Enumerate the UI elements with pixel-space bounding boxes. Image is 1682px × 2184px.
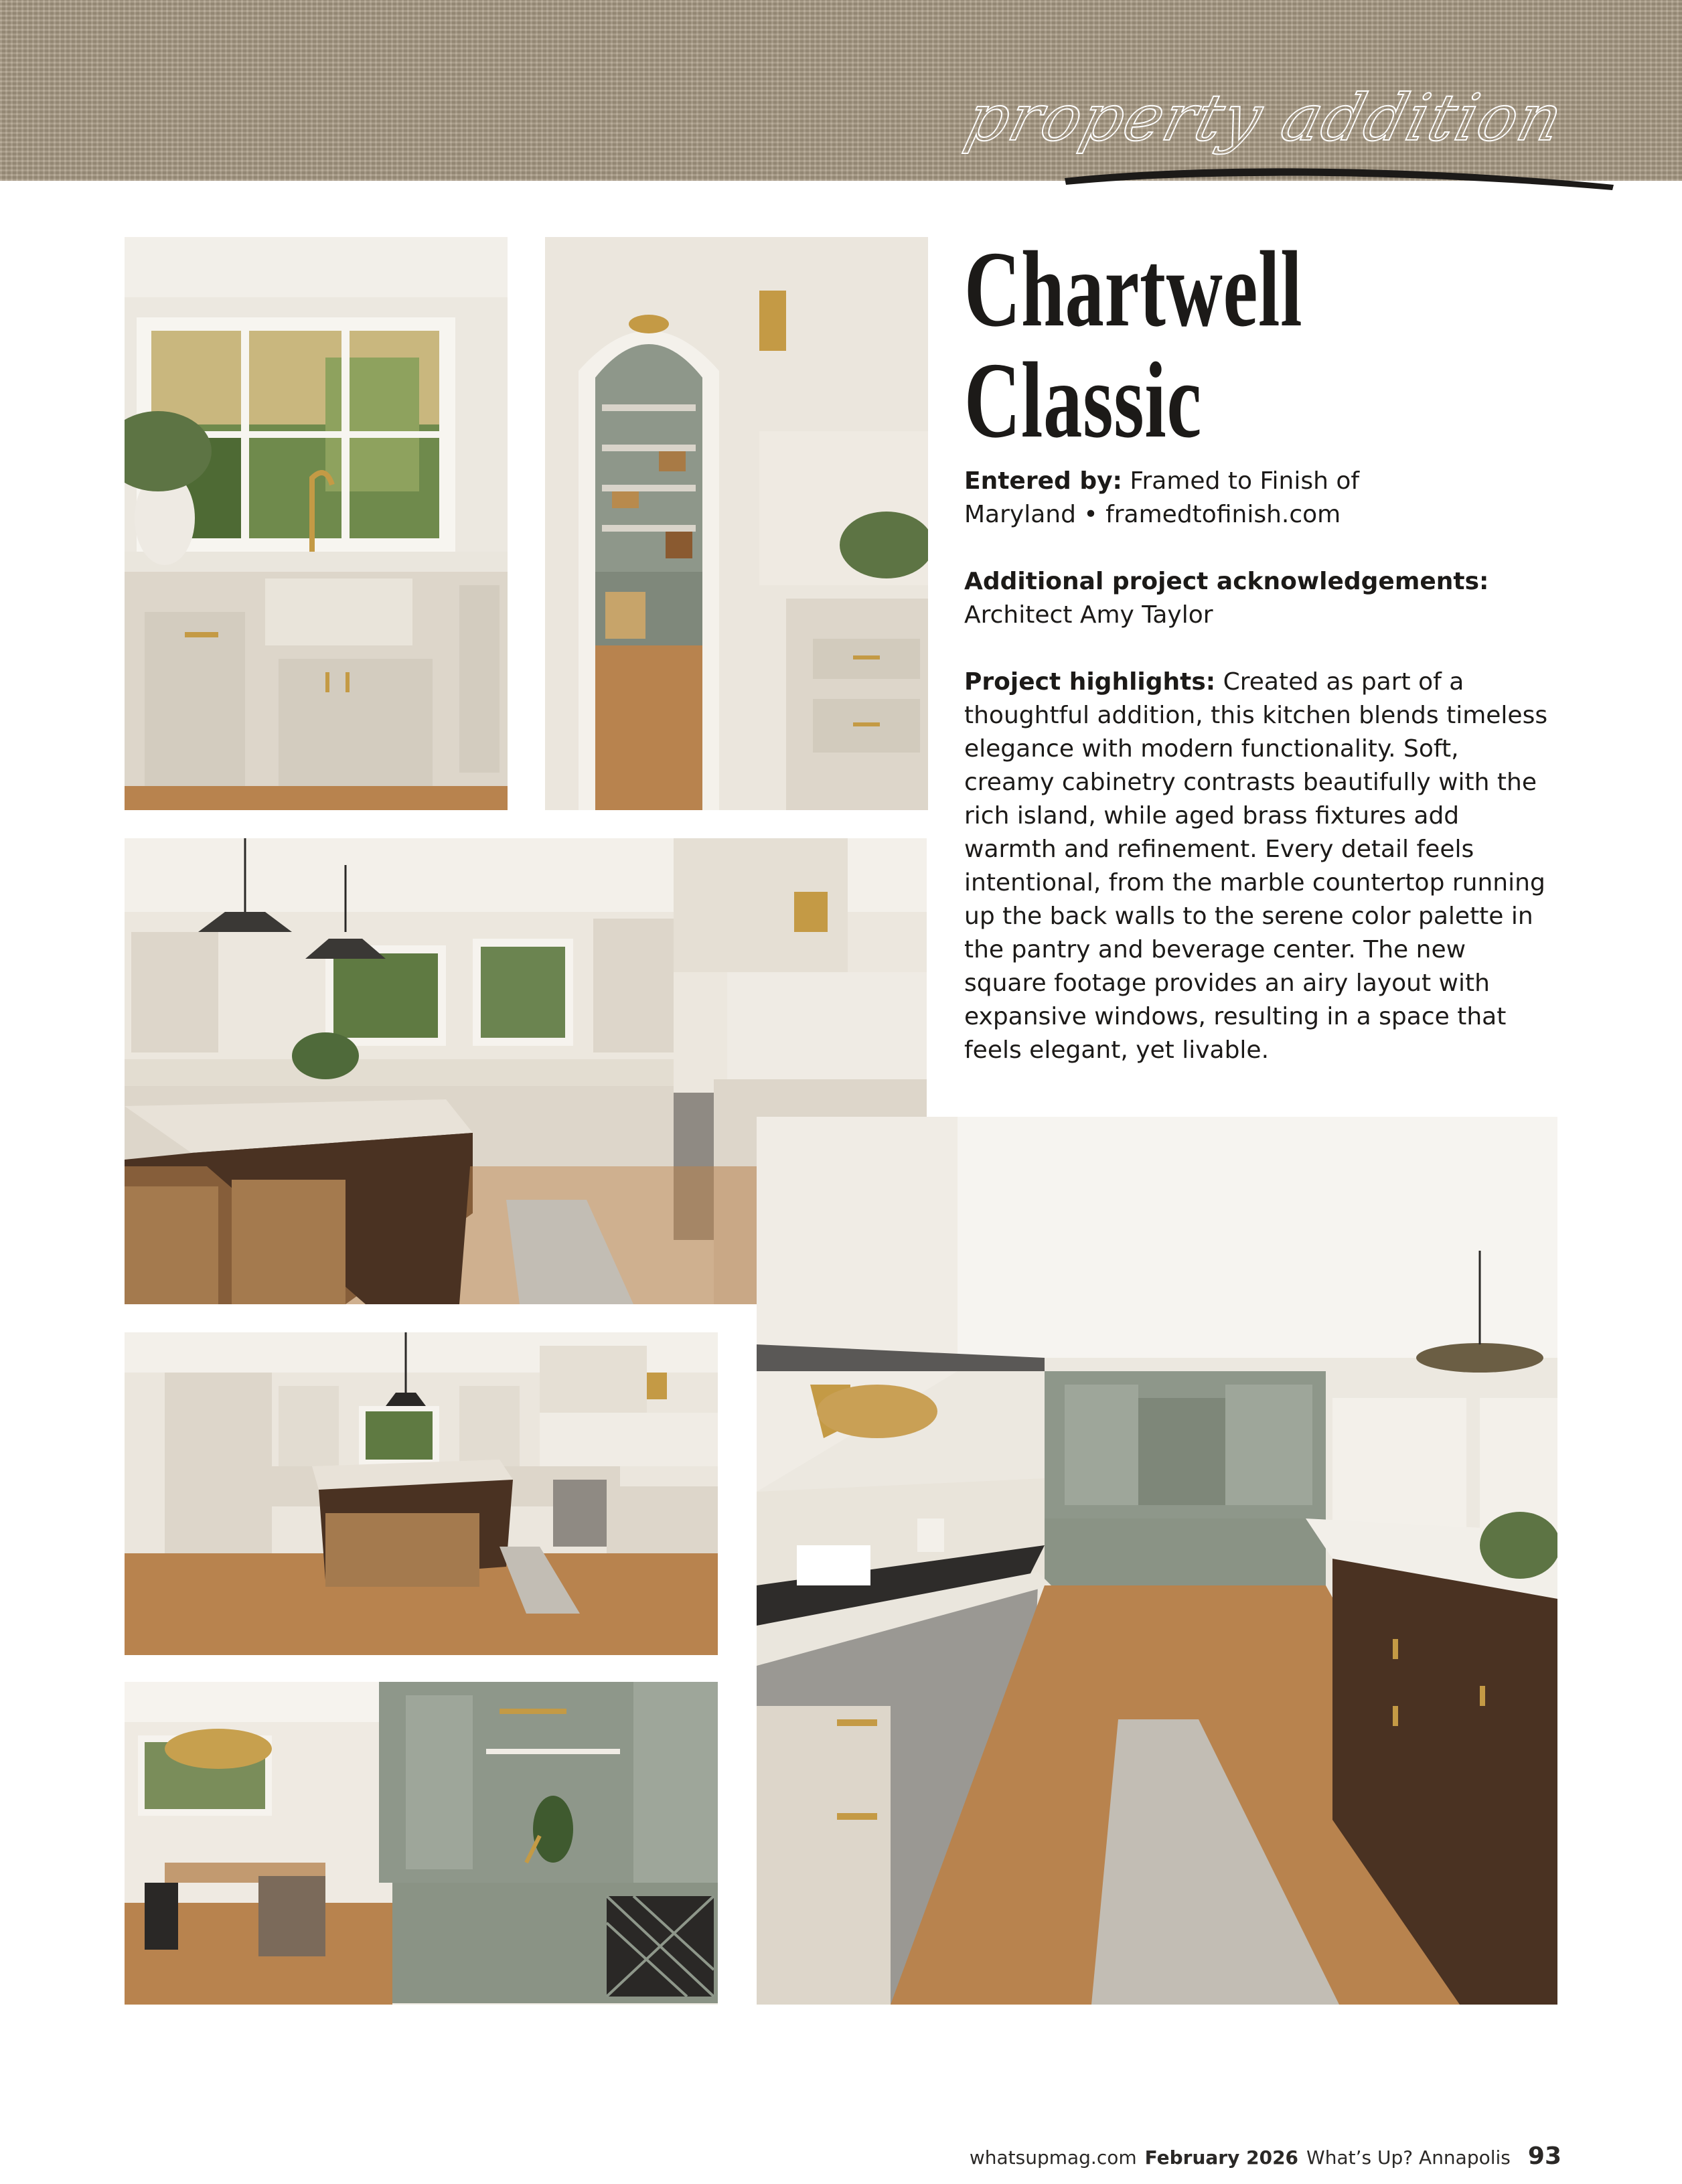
footer-publication: What’s Up? Annapolis <box>1306 2147 1511 2169</box>
section-tag: property addition <box>958 80 1571 155</box>
acknowledgements-value: Architect Amy Taylor <box>964 601 1213 629</box>
highlights-label: Project highlights: <box>964 668 1216 696</box>
entered-by-label: Entered by: <box>964 467 1122 495</box>
beverage-center-dining-photo <box>125 1682 718 2005</box>
entered-by-paragraph <box>964 465 1553 532</box>
acknowledgements-paragraph <box>964 565 1553 632</box>
footer-site: whatsupmag.com <box>969 2147 1137 2169</box>
sink-window-photo <box>125 237 508 810</box>
article-title <box>964 230 1398 461</box>
page-number: 93 <box>1527 2142 1561 2170</box>
pantry-arch-photo <box>545 237 928 810</box>
entered-by-value-line2: Maryland • framedtofinish.com <box>964 501 1341 528</box>
swoosh-underline <box>1058 158 1620 198</box>
highlights-paragraph <box>964 666 1553 1067</box>
kitchen-overview-photo <box>125 1332 718 1655</box>
footer-month: February 2026 <box>1144 2147 1299 2169</box>
article-body <box>964 465 1553 1101</box>
range-island-photo <box>757 1117 1557 2005</box>
acknowledgements-label: Additional project acknowledgements: <box>964 568 1489 595</box>
title-line-1: Chartwell <box>964 230 1303 349</box>
title-line-2: Classic <box>964 341 1202 461</box>
page-footer <box>970 2142 1561 2170</box>
entered-by-value-line1: Framed to Finish of <box>1130 467 1360 495</box>
highlights-value: Created as part of a thoughtful addition, this kitchen blends timeless elegance with modern functionality. Soft, creamy cabinetry contrasts beautifully with the rich island, while aged brass fixtures add warmth and refinement. Every detail feels intentional, from the marble countertop running up the back walls to the serene color palette in the pantry and beverage center. The new square footage provides an airy layout with expansive windows, resulting in a space that feels elegant, yet livable. <box>964 668 1548 1064</box>
